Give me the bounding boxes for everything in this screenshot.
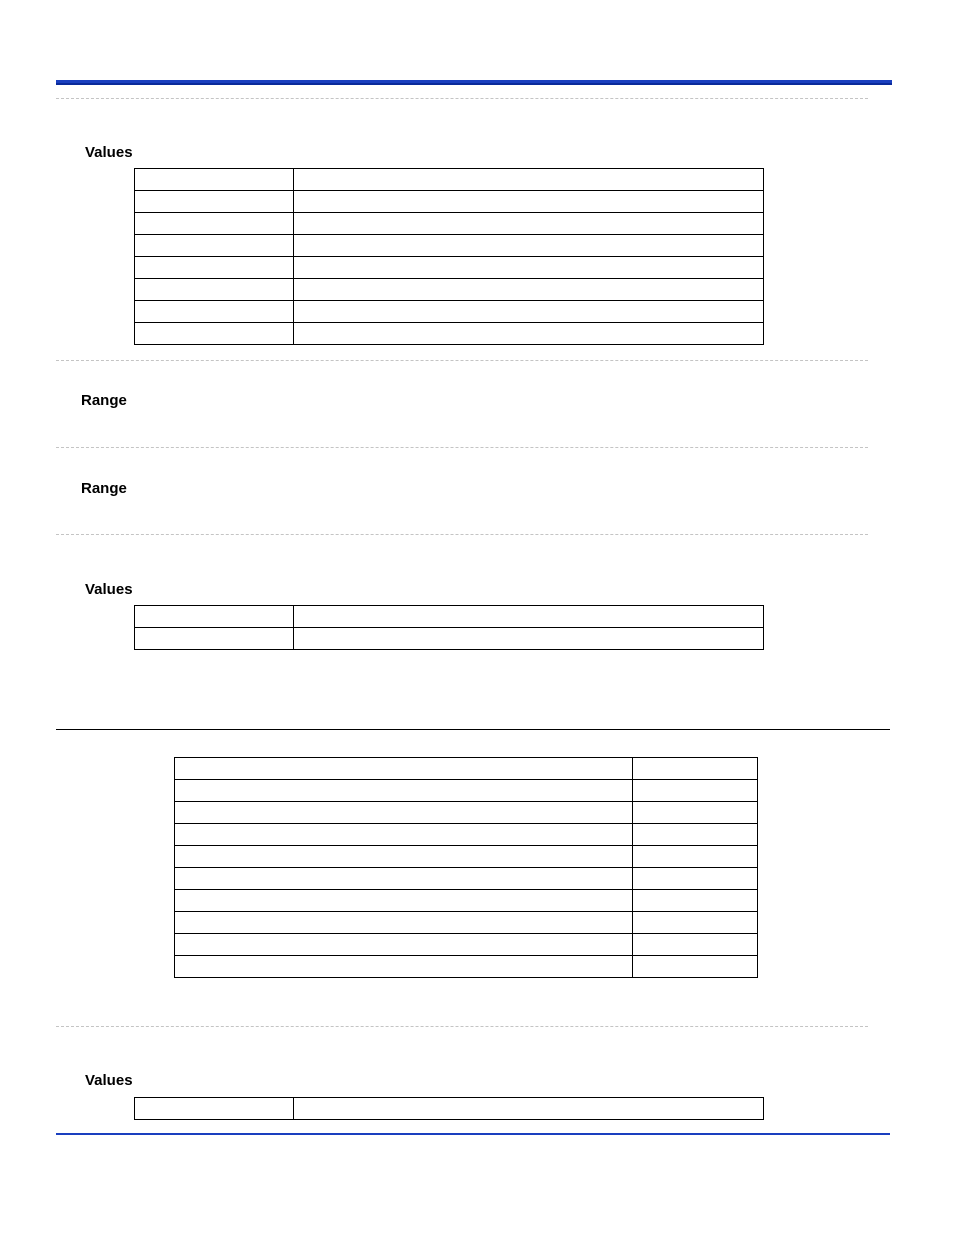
table-cell bbox=[175, 868, 633, 890]
table-cell bbox=[175, 912, 633, 934]
table-row bbox=[135, 1098, 764, 1120]
table-row bbox=[135, 257, 764, 279]
table-cell bbox=[633, 780, 758, 802]
table-cell bbox=[294, 279, 764, 301]
table-row bbox=[135, 279, 764, 301]
table-cell bbox=[135, 279, 294, 301]
footer-rule bbox=[56, 1133, 890, 1135]
table-cell bbox=[633, 846, 758, 868]
table-cell bbox=[175, 890, 633, 912]
table-cell bbox=[175, 956, 633, 978]
table-row bbox=[175, 846, 758, 868]
table-cell bbox=[135, 257, 294, 279]
table-row bbox=[175, 890, 758, 912]
table-cell bbox=[633, 934, 758, 956]
table-cell bbox=[633, 802, 758, 824]
range-heading: Range bbox=[81, 480, 127, 497]
table-cell bbox=[294, 213, 764, 235]
table-cell bbox=[175, 758, 633, 780]
table-cell bbox=[175, 934, 633, 956]
table-cell bbox=[135, 301, 294, 323]
table-cell bbox=[633, 890, 758, 912]
table-cell bbox=[633, 956, 758, 978]
table-cell bbox=[175, 780, 633, 802]
table-row bbox=[135, 628, 764, 650]
section-rule bbox=[56, 729, 890, 730]
values-table bbox=[134, 605, 764, 650]
table-cell bbox=[175, 802, 633, 824]
table-cell bbox=[135, 169, 294, 191]
table-row bbox=[175, 802, 758, 824]
range-heading: Range bbox=[81, 392, 127, 409]
table-cell bbox=[294, 235, 764, 257]
table-row bbox=[135, 301, 764, 323]
table-cell bbox=[135, 191, 294, 213]
table-cell bbox=[294, 628, 764, 650]
section-divider bbox=[56, 360, 868, 361]
values-heading: Values bbox=[85, 144, 133, 161]
table-row bbox=[175, 912, 758, 934]
table-cell bbox=[175, 824, 633, 846]
table-row bbox=[175, 956, 758, 978]
table-cell bbox=[135, 606, 294, 628]
table-cell bbox=[633, 824, 758, 846]
table-cell bbox=[294, 301, 764, 323]
table-row bbox=[135, 323, 764, 345]
table-row bbox=[175, 780, 758, 802]
table-cell bbox=[294, 606, 764, 628]
values-table bbox=[134, 168, 764, 345]
table-row bbox=[135, 235, 764, 257]
table-row bbox=[175, 758, 758, 780]
table-cell bbox=[294, 1098, 764, 1120]
table-cell bbox=[135, 1098, 294, 1120]
table-row bbox=[135, 191, 764, 213]
table-cell bbox=[294, 191, 764, 213]
table-cell bbox=[294, 169, 764, 191]
values-heading: Values bbox=[85, 581, 133, 598]
section-divider bbox=[56, 447, 868, 448]
table-cell bbox=[135, 628, 294, 650]
table-cell bbox=[135, 323, 294, 345]
section-divider bbox=[56, 534, 868, 535]
table-row bbox=[135, 606, 764, 628]
table-row bbox=[175, 868, 758, 890]
section-divider bbox=[56, 98, 868, 99]
table-cell bbox=[294, 257, 764, 279]
table-cell bbox=[633, 868, 758, 890]
values-table bbox=[134, 1097, 764, 1120]
table-cell bbox=[633, 758, 758, 780]
table-row bbox=[135, 213, 764, 235]
table-cell bbox=[135, 235, 294, 257]
table-row bbox=[175, 934, 758, 956]
values-heading: Values bbox=[85, 1072, 133, 1089]
table-cell bbox=[294, 323, 764, 345]
wide-table bbox=[174, 757, 758, 978]
table-cell bbox=[135, 213, 294, 235]
section-divider bbox=[56, 1026, 868, 1027]
header-rule bbox=[56, 80, 892, 85]
table-row bbox=[175, 824, 758, 846]
table-row bbox=[135, 169, 764, 191]
table-cell bbox=[175, 846, 633, 868]
table-cell bbox=[633, 912, 758, 934]
